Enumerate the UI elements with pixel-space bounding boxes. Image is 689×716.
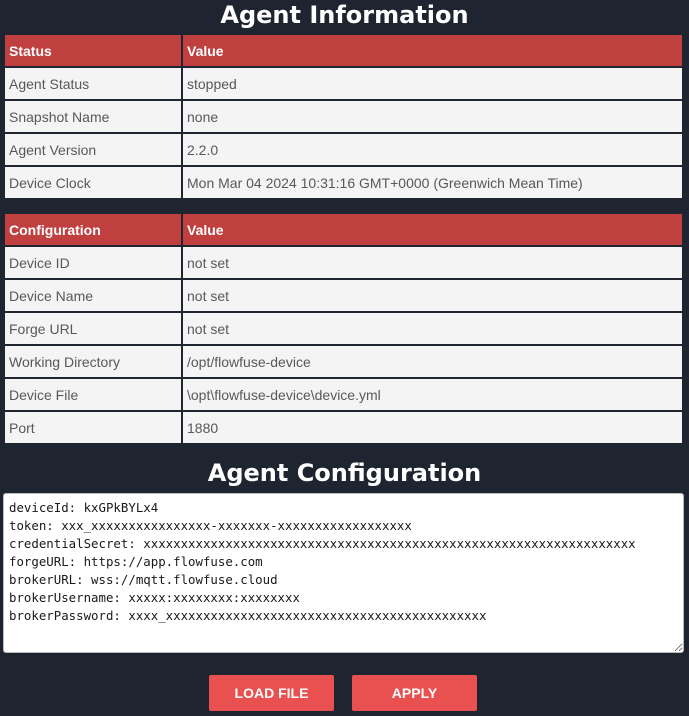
table-row <box>5 247 682 278</box>
configuration-table <box>3 212 684 445</box>
agent-configuration-editor[interactable] <box>3 493 684 653</box>
table-row <box>5 379 682 410</box>
table-row <box>5 346 682 377</box>
row-value-device-clock: Mon Mar 04 2024 10:31:16 GMT+0000 (Greenwich Mean Time) <box>183 167 682 198</box>
row-value-agent-status: stopped <box>183 68 682 99</box>
configuration-table-header <box>5 214 682 245</box>
row-value-device-name: not set <box>183 280 682 311</box>
value-column-header: Value <box>183 214 682 245</box>
configuration-column-header: Configuration <box>5 214 181 245</box>
row-value-working-directory: /opt/flowfuse-device <box>183 346 682 377</box>
table-row <box>5 313 682 344</box>
table-row <box>5 167 682 198</box>
agent-information-title: Agent Information <box>220 1 469 29</box>
table-row <box>5 134 682 165</box>
row-label-device-id: Device ID <box>5 247 181 278</box>
row-value-device-id: not set <box>183 247 682 278</box>
row-label-agent-version: Agent Version <box>5 134 181 165</box>
row-value-agent-version: 2.2.0 <box>183 134 682 165</box>
row-label-device-clock: Device Clock <box>5 167 181 198</box>
row-label-device-file: Device File <box>5 379 181 410</box>
row-value-forge-url: not set <box>183 313 682 344</box>
status-table-header <box>5 35 682 66</box>
row-label-forge-url: Forge URL <box>5 313 181 344</box>
table-row <box>5 68 682 99</box>
row-label-working-directory: Working Directory <box>5 346 181 377</box>
row-value-port: 1880 <box>183 412 682 443</box>
table-row <box>5 280 682 311</box>
load-file-button[interactable]: LOAD FILE <box>209 675 334 711</box>
row-value-snapshot-name: none <box>183 101 682 132</box>
row-value-device-file: \opt\flowfuse-device\device.yml <box>183 379 682 410</box>
apply-button[interactable]: APPLY <box>352 675 477 711</box>
row-label-device-name: Device Name <box>5 280 181 311</box>
status-table <box>3 33 684 200</box>
row-label-port: Port <box>5 412 181 443</box>
table-row <box>5 101 682 132</box>
agent-configuration-title: Agent Configuration <box>207 459 482 487</box>
row-label-agent-status: Agent Status <box>5 68 181 99</box>
table-row <box>5 412 682 443</box>
status-column-header: Status <box>5 35 181 66</box>
row-label-snapshot-name: Snapshot Name <box>5 101 181 132</box>
value-column-header: Value <box>183 35 682 66</box>
